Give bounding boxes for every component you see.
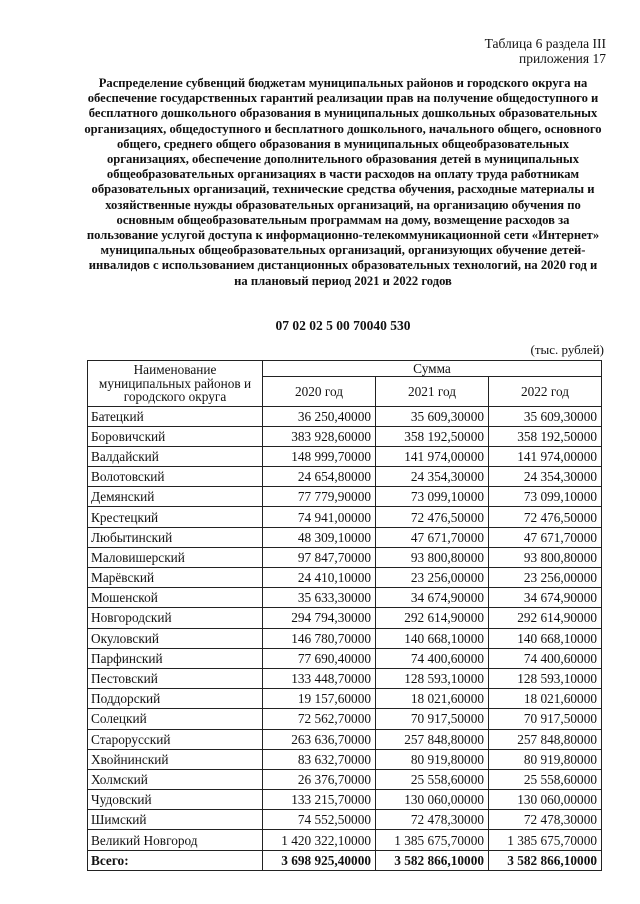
amount-cell: 148 999,70000 <box>263 446 376 466</box>
column-header-2021: 2021 год <box>376 377 489 406</box>
amount-cell: 257 848,80000 <box>376 729 489 749</box>
subvention-table <box>87 360 602 871</box>
amount-cell: 130 060,00000 <box>489 790 602 810</box>
amount-cell: 97 847,70000 <box>263 547 376 567</box>
table-row <box>88 810 602 830</box>
amount-cell: 74 941,00000 <box>263 507 376 527</box>
district-name: Маловишерский <box>88 547 263 567</box>
district-name: Великий Новгород <box>88 830 263 850</box>
budget-code: 07 02 02 5 00 70040 530 <box>275 318 411 333</box>
amount-cell: 128 593,10000 <box>376 668 489 688</box>
amount-cell: 93 800,80000 <box>376 547 489 567</box>
amount-cell: 70 917,50000 <box>376 709 489 729</box>
district-name: Демянский <box>88 487 263 507</box>
amount-cell: 47 671,70000 <box>376 527 489 547</box>
amount-cell: 72 478,30000 <box>489 810 602 830</box>
amount-cell: 24 654,80000 <box>263 467 376 487</box>
column-header-name: Наименование муниципальных районов и городского округа <box>88 361 263 407</box>
amount-cell: 140 668,10000 <box>489 628 602 648</box>
amount-cell: 263 636,70000 <box>263 729 376 749</box>
amount-cell: 72 562,70000 <box>263 709 376 729</box>
amount-cell: 74 400,60000 <box>376 648 489 668</box>
amount-cell: 48 309,10000 <box>263 527 376 547</box>
district-name: Мошенской <box>88 588 263 608</box>
amount-cell: 294 794,30000 <box>263 608 376 628</box>
amount-cell: 47 671,70000 <box>489 527 602 547</box>
amount-cell: 18 021,60000 <box>376 689 489 709</box>
district-name: Окуловский <box>88 628 263 648</box>
table-row <box>88 426 602 446</box>
amount-cell: 34 674,90000 <box>376 588 489 608</box>
district-name: Волотовский <box>88 467 263 487</box>
amount-cell: 77 779,90000 <box>263 487 376 507</box>
table-row <box>88 467 602 487</box>
amount-cell: 383 928,60000 <box>263 426 376 446</box>
amount-cell: 80 919,80000 <box>489 749 602 769</box>
district-name: Хвойнинский <box>88 749 263 769</box>
amount-cell: 141 974,00000 <box>489 446 602 466</box>
amount-cell: 128 593,10000 <box>489 668 602 688</box>
amount-cell: 77 690,40000 <box>263 648 376 668</box>
amount-cell: 24 354,30000 <box>376 467 489 487</box>
amount-cell: 72 476,50000 <box>489 507 602 527</box>
table-row <box>88 689 602 709</box>
amount-cell: 25 558,60000 <box>489 769 602 789</box>
amount-cell: 1 385 675,70000 <box>376 830 489 850</box>
amount-cell: 292 614,90000 <box>489 608 602 628</box>
district-name: Батецкий <box>88 406 263 426</box>
total-amount-cell: 3 582 866,10000 <box>489 850 602 870</box>
column-header-2022: 2022 год <box>489 377 602 406</box>
district-name: Новгородский <box>88 608 263 628</box>
amount-cell: 74 552,50000 <box>263 810 376 830</box>
table-row <box>88 568 602 588</box>
amount-cell: 35 609,30000 <box>489 406 602 426</box>
amount-cell: 36 250,40000 <box>263 406 376 426</box>
units-label: (тыс. рублей) <box>530 342 604 357</box>
district-name: Старорусский <box>88 729 263 749</box>
total-label: Всего: <box>88 850 263 870</box>
table-row <box>88 648 602 668</box>
appendix-reference-line1: Таблица 6 раздела III <box>484 36 606 51</box>
total-amount-cell: 3 582 866,10000 <box>376 850 489 870</box>
amount-cell: 257 848,80000 <box>489 729 602 749</box>
table-row <box>88 749 602 769</box>
amount-cell: 80 919,80000 <box>376 749 489 769</box>
amount-cell: 140 668,10000 <box>376 628 489 648</box>
table-row <box>88 608 602 628</box>
amount-cell: 358 192,50000 <box>489 426 602 446</box>
district-name: Валдайский <box>88 446 263 466</box>
amount-cell: 292 614,90000 <box>376 608 489 628</box>
amount-cell: 73 099,10000 <box>489 487 602 507</box>
amount-cell: 70 917,50000 <box>489 709 602 729</box>
district-name: Шимский <box>88 810 263 830</box>
table-row <box>88 446 602 466</box>
district-name: Поддорский <box>88 689 263 709</box>
amount-cell: 133 215,70000 <box>263 790 376 810</box>
table-row <box>88 668 602 688</box>
total-row <box>88 850 602 870</box>
district-name: Любытинский <box>88 527 263 547</box>
document-title: Распределение субвенций бюджетам муниципальных районов и городского округа на обеспечение государственных гарантий реализации прав на получение общедоступного и бесплатного дошкольного образования в муниципальных дошкольных образовательных организациях, общедоступного и бесплатного дошкольного, начального общего, основного общего, среднего общего образования в муниципальных общеобразовательных организациях, обеспечение дополнительного образования детей в муниципальных общеобразовательных организациях в части расходов на оплату труда работникам образовательных организаций, технические средства обучения, расходные материалы и хозяйственные нужды образовательных организаций, на организацию обучения по основным общеобразовательным программам на дому, возмещение расходов за пользование услугой доступа к информационно-телекоммуникационной сети «Интернет» муниципальных общеобразовательных организаций, организующих обучение детей-инвалидов с использованием дистанционных образовательных технологий, на 2020 год и на плановый период 2021 и 2022 годов <box>84 76 602 288</box>
table-row <box>88 547 602 567</box>
table-row <box>88 406 602 426</box>
amount-cell: 133 448,70000 <box>263 668 376 688</box>
amount-cell: 358 192,50000 <box>376 426 489 446</box>
district-name: Марёвский <box>88 568 263 588</box>
table-row <box>88 769 602 789</box>
district-name: Парфинский <box>88 648 263 668</box>
amount-cell: 141 974,00000 <box>376 446 489 466</box>
amount-cell: 146 780,70000 <box>263 628 376 648</box>
district-name: Холмский <box>88 769 263 789</box>
appendix-reference <box>485 36 606 66</box>
table-row <box>88 507 602 527</box>
amount-cell: 23 256,00000 <box>489 568 602 588</box>
district-name: Крестецкий <box>88 507 263 527</box>
amount-cell: 23 256,00000 <box>376 568 489 588</box>
amount-cell: 34 674,90000 <box>489 588 602 608</box>
district-name: Солецкий <box>88 709 263 729</box>
amount-cell: 73 099,10000 <box>376 487 489 507</box>
district-name: Чудовский <box>88 790 263 810</box>
column-header-2020: 2020 год <box>263 377 376 406</box>
amount-cell: 26 376,70000 <box>263 769 376 789</box>
column-header-sum: Сумма <box>263 361 602 377</box>
amount-cell: 19 157,60000 <box>263 689 376 709</box>
amount-cell: 74 400,60000 <box>489 648 602 668</box>
amount-cell: 130 060,00000 <box>376 790 489 810</box>
amount-cell: 18 021,60000 <box>489 689 602 709</box>
table-row <box>88 709 602 729</box>
table-row <box>88 628 602 648</box>
amount-cell: 25 558,60000 <box>376 769 489 789</box>
appendix-reference-line2: приложения 17 <box>518 51 606 66</box>
amount-cell: 72 476,50000 <box>376 507 489 527</box>
amount-cell: 24 410,10000 <box>263 568 376 588</box>
amount-cell: 35 633,30000 <box>263 588 376 608</box>
table-row <box>88 790 602 810</box>
table-row <box>88 527 602 547</box>
district-name: Пестовский <box>88 668 263 688</box>
amount-cell: 1 385 675,70000 <box>489 830 602 850</box>
amount-cell: 93 800,80000 <box>489 547 602 567</box>
amount-cell: 35 609,30000 <box>376 406 489 426</box>
total-amount-cell: 3 698 925,40000 <box>263 850 376 870</box>
amount-cell: 1 420 322,10000 <box>263 830 376 850</box>
amount-cell: 72 478,30000 <box>376 810 489 830</box>
table-row <box>88 588 602 608</box>
table-row <box>88 729 602 749</box>
amount-cell: 83 632,70000 <box>263 749 376 769</box>
table-body <box>88 406 602 870</box>
district-name: Боровичский <box>88 426 263 446</box>
table-row <box>88 830 602 850</box>
table-row <box>88 487 602 507</box>
amount-cell: 24 354,30000 <box>489 467 602 487</box>
